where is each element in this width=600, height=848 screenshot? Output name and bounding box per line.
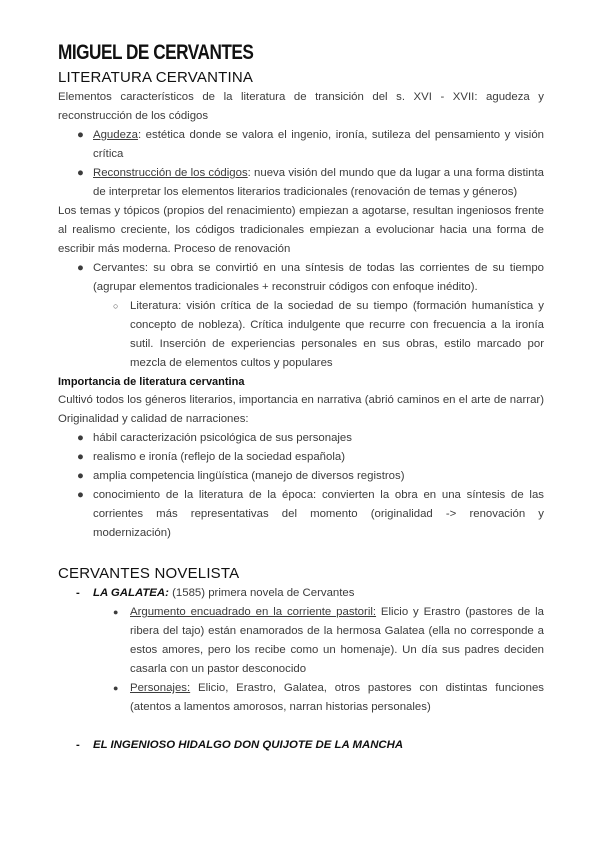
section-heading-importancia: Importancia de literatura cervantina (58, 376, 245, 388)
document-page (58, 40, 544, 755)
bullet-icon: ● (77, 167, 84, 179)
term-personajes: Personajes: (130, 682, 191, 694)
list-item-agudeza (58, 126, 544, 164)
list-item (58, 467, 544, 486)
term-agudeza: Agudeza (93, 129, 138, 141)
sub-list-item-literatura (58, 297, 544, 373)
dash-icon: - (76, 739, 80, 751)
bullet-icon: ● (113, 607, 119, 617)
definition-reconstruccion: : nueva visión del mundo que da lugar a una forma distinta de interpretar los elementos literarios tradicionales (renovación de temas y géneros) (93, 167, 544, 198)
list-item-text: conocimiento de la literatura de la época: convierten la obra en una síntesis de las corrientes más representativas del momento (originalidad -> renovación y modernización) (93, 489, 544, 539)
paragraph-cultivo: Cultivó todos los géneros literarios, importancia en narrativa (abrió caminos en el arte de narrar) Originalidad y calidad de narraciones: (58, 394, 544, 425)
term-argumento: Argumento encuadrado en la corriente pastoril: (130, 606, 377, 618)
list-item-text: realismo e ironía (reflejo de la sociedad española) (93, 451, 346, 463)
bullet-icon: ● (113, 683, 119, 693)
paragraph-intro: Elementos característicos de la literatura de transición del s. XVI - XVII: agudeza y reconstrucción de los códigos (58, 91, 544, 122)
sub-list-item-personajes (58, 679, 544, 717)
work-item-galatea (58, 584, 544, 603)
list-item (58, 448, 544, 467)
dash-icon: - (76, 587, 80, 599)
spacer (58, 717, 544, 736)
bullet-icon: ● (77, 262, 84, 274)
document-title: MIGUEL DE CERVANTES (58, 41, 254, 64)
work-title-galatea: LA GALATEA: (93, 587, 169, 599)
list-item-cervantes (58, 259, 544, 297)
list-item-reconstruccion (58, 164, 544, 202)
bullet-icon: ● (77, 451, 84, 463)
list-item (58, 429, 544, 448)
bullet-icon: ● (77, 470, 84, 482)
bullet-icon: ● (77, 129, 84, 141)
section-heading-cervantes-novelista: CERVANTES NOVELISTA (58, 565, 240, 582)
list-item-text: amplia competencia lingüística (manejo de diversos registros) (93, 470, 405, 482)
hollow-bullet-icon: ○ (113, 301, 119, 311)
bullet-icon: ● (77, 489, 84, 501)
paragraph-temas: Los temas y tópicos (propios del renacimiento) empiezan a agotarse, resultan ingeniosos frente al realismo creciente, los códigos tradicionales empiezan a evolucionar hacia una forma de escribir más moderna. Proceso de renovación (58, 205, 544, 255)
list-item-text: hábil caracterización psicológica de sus personajes (93, 432, 352, 444)
literatura-text: Literatura: visión crítica de la sociedad de su tiempo (formación humanística y concepto de nobleza). Crítica indulgente que recurre con frecuencia a la ironía sutil. Inserción de experiencias personales en sus obras, estilo marcado por mezcla de elementos cultos y populares (130, 300, 544, 369)
sub-list-item-argumento (58, 603, 544, 679)
work-detail-galatea: (1585) primera novela de Cervantes (168, 587, 355, 599)
spacer (58, 543, 544, 562)
section-heading-literatura-cervantina: LITERATURA CERVANTINA (58, 69, 254, 86)
work-item-quijote (58, 736, 544, 755)
term-reconstruccion: Reconstrucción de los códigos (93, 167, 248, 179)
argumento-text: Elicio y Erastro (pastores de la ribera del tajo) están enamorados de la hermosa Galatea (ella no corresponde a estos amores, pero los recibe como un homenaje). Un día sus padres deciden casarla con un pastor desconocido (130, 606, 544, 675)
bullet-icon: ● (77, 432, 84, 444)
work-title-quijote: EL INGENIOSO HIDALGO DON QUIJOTE DE LA MANCHA (93, 739, 404, 751)
cervantes-text: Cervantes: su obra se convirtió en una síntesis de todas las corrientes de su tiempo (agrupar elementos tradicionales + reconstruir códigos con enfoque inédito). (93, 262, 544, 293)
definition-agudeza: : estética donde se valora el ingenio, ironía, sutileza del pensamiento y visión crítica (93, 129, 544, 160)
personajes-text: Elicio, Erastro, Galatea, otros pastores con distintas funciones (atentos a lamentos amorosos, narran historias personales) (130, 682, 544, 713)
list-item (58, 486, 544, 543)
